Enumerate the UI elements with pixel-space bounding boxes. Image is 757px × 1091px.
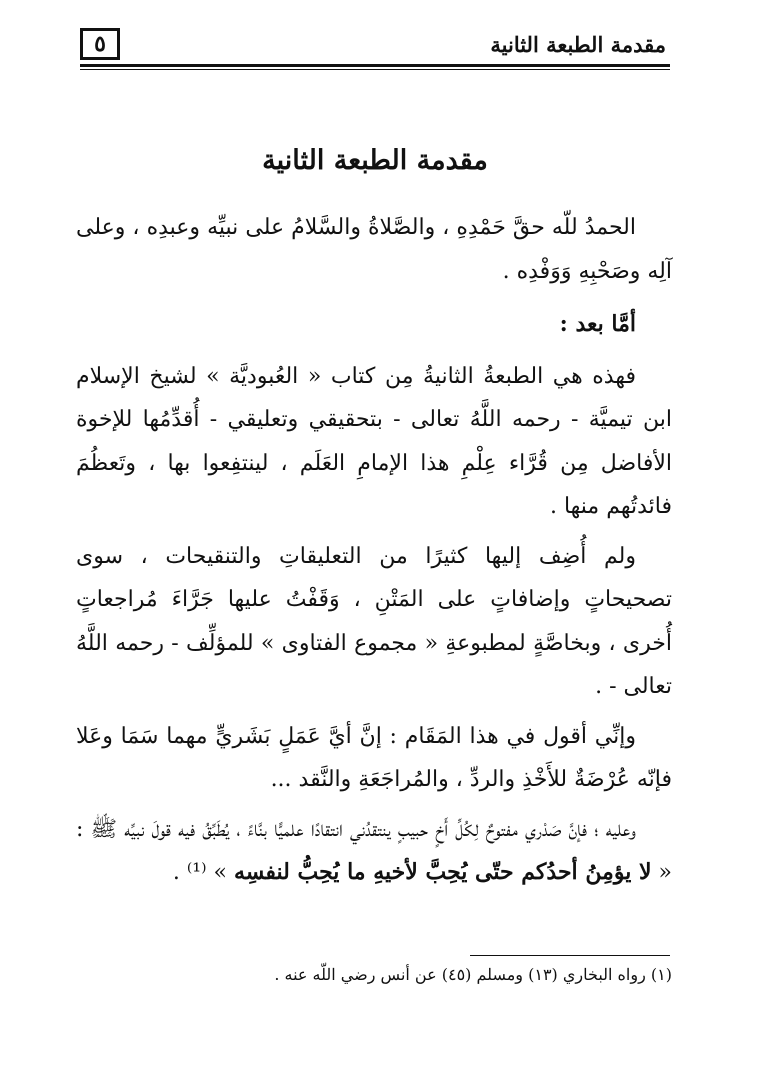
header-rule-thin <box>80 69 670 70</box>
paragraph-second-edition: فهذه هي الطبعةُ الثانيةُ مِن كتاب « العُبوديَّة » لشيخ الإسلام ابن تيميَّة - رحمه اللَّهُ تعالى - بتحقيقي وتعليقي - أُقدِّمُها للإخوة الأفاضل مِن قُرَّاء عِلْمِ هذا الإمامِ العَلَم ، لينتفِعوا بها ، وتَعظُمَ فائدتُهم منها . <box>76 363 672 519</box>
footnote: (١) رواه البخاري (١٣) ومسلم (٤٥) عن أنس رضي اللّه عنه . <box>274 965 672 984</box>
page-header <box>80 24 670 70</box>
paragraph-praise: الحمدُ للّه حقَّ حَمْدِهِ ، والصَّلاةُ والسَّلامُ على نبيِّه وعبدِه ، وعلى آلِه وصَحْبِهِ وَوَفْدِه . <box>76 215 672 284</box>
section-title: مقدمة الطبعة الثانية <box>262 145 488 176</box>
footnote-separator <box>470 955 670 956</box>
running-title: مقدمة الطبعة الثانية <box>490 32 666 57</box>
footnote-ref: » ⁽¹⁾ . <box>172 860 234 885</box>
hadith-quote: لا يؤمِنُ أحدُكم حتّى يُحِبَّ لأخيهِ ما يُحِبُّ لنفسِه <box>233 859 652 885</box>
header-rule-thick <box>80 64 670 67</box>
body-text <box>76 206 672 901</box>
paragraph-human-work: وإنِّي أقول في هذا المَقَام : إنَّ أيَّ عَمَلٍ بَشَريٍّ مهما سَمَا وعَلا فإنّه عُرْضَةٌ للأَخْذِ والردِّ ، والمُراجَعَةِ والنَّقد ... <box>76 723 672 792</box>
paragraph-amma-bad: أمَّا بعد : <box>559 311 636 337</box>
page-number-box <box>80 28 120 60</box>
criticism-text: وعليه ؛ فإنَّ صَدْري مفتوحٌ لِكُلِّ أَخٍ حبيبٍ ينتقدُني انتقادًا علميًّا بنَّاءً ، يُطَبِّقُ فيه قولَ نبيِّه ﷺ : « <box>76 816 672 885</box>
page-number: ٥ <box>94 31 106 57</box>
paragraph-corrections: ولم أُضِف إليها كثيرًا من التعليقاتِ والتنقيحات ، سوى تصحيحاتٍ وإضافاتٍ على المَتْنِ ، وَقَفْتُ عليها جَرَّاءَ مُراجعاتٍ أُخرى ، وبخاصَّةٍ لمطبوعةِ « مجموع الفتاوى » للمؤلِّف - رحمه اللَّهُ تعالى - . <box>76 543 672 699</box>
paragraph-criticism <box>76 808 672 895</box>
